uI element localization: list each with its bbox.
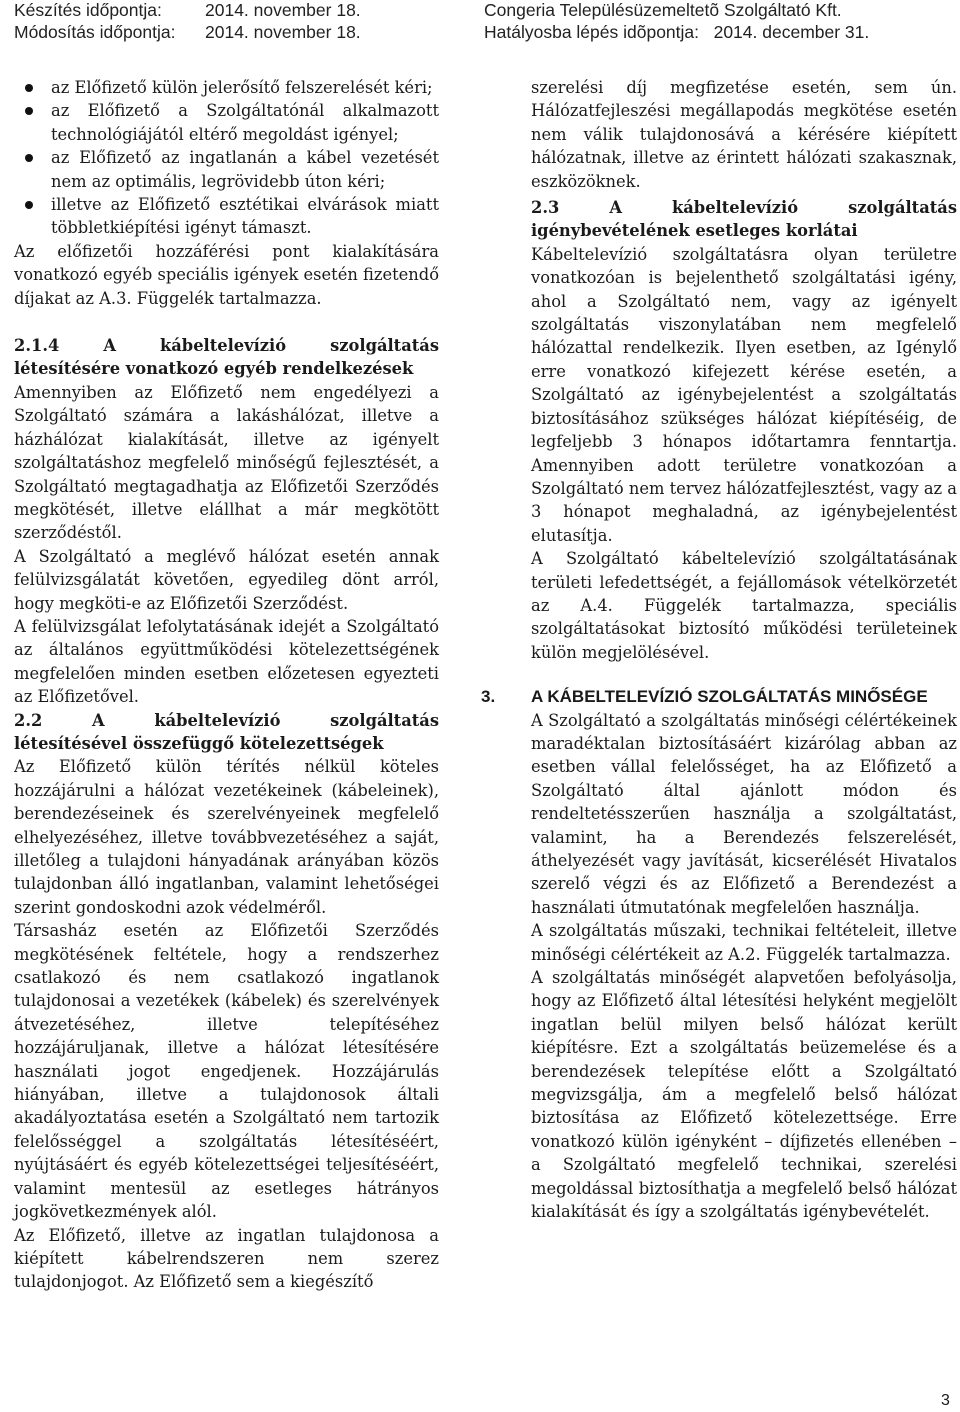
- list-item-text: az Előfizető a Szolgáltatónál alkalmazott technológiájától eltérő megoldást igényel;: [51, 101, 439, 144]
- paragraph-2-2-c: Az Előfizető, illetve az ingatlan tulajdonosa a kiépített kábelrendszeren nem szerez tulajdonjogot. Az Előfizető sem a kiegészítő: [14, 1225, 439, 1292]
- paragraph-3-b: A szolgáltatás műszaki, technikai feltételeit, illetve minőségi célértékeit az A.2. Függelék tartalmazza.: [531, 921, 957, 964]
- paragraph-2-1-4-b: A Szolgáltató a meglévő hálózat esetén annak felülvizsgálatát követően, egyedileg dönt arról, hogy megköti-e az Előfizetői Szerződést.: [14, 546, 439, 613]
- created-label: Készítés időpontja:: [14, 0, 162, 20]
- fee-paragraph: Az előfizetői hozzáférési pont kialakítására vonatkozó egyéb speciális igények esetén fizetendő díjakat az A.3. Függelék tartalmazza.: [14, 241, 439, 308]
- section-3-title: A KÁBELTELEVÍZIÓ SZOLGÁLTATÁS MINŐSÉGE: [531, 687, 928, 707]
- paragraph-2-2-b: Társasház esetén az Előfizetői Szerződés megkötésének feltétele, hogy a rendszerhez csatlakozó és nem csatlakozó ingatlanok tulajdonosai a vezetékek (kábelek) és szerelvények átvezetéséhez, illetve telepítéséhez hozzájáruljanak, illetve a hálózat létesítésére használati jogot engedjenek. Hozzájárulás hiányában, illetve a tulajdonosok általi akadályoztatása esetén a Szolgáltató nem tartozik felelősséggel a szolgáltatás létesítéséért, nyújtásáért és egyéb kötelezettségei teljesítéséért, valamint mentesül az esetleges hátrányos jogkövetkezmények alól.: [14, 921, 439, 1222]
- paragraph-2-1-4-c: A felülvizsgálat lefolytatásának idejét a Szolgáltató az általános együttműködési kötelezettségének megfelelően minden esetben előzetesen egyezteti az Előfizetővel.: [14, 616, 439, 707]
- bullet-icon: [25, 84, 33, 92]
- modified-label: Módosítás időpontja:: [14, 22, 176, 42]
- document-header: [0, 0, 960, 50]
- effective-date: Hatályosba lépés idõpontja: 2014. december 31.: [484, 22, 870, 42]
- bullet-icon: [25, 107, 33, 115]
- list-item-text: illetve az Előfizető esztétikai elvárások miatt többletkiépítési igényt támaszt.: [51, 195, 439, 238]
- section-3-number: 3.: [481, 687, 496, 707]
- section-3-heading: [481, 685, 957, 708]
- heading-2-2-line2: létesítésével összefüggő kötelezettségek: [14, 733, 384, 753]
- list-item: [14, 146, 439, 193]
- paragraph-2-3-b: A Szolgáltató kábeltelevízió szolgáltatásának területi lefedettségét, a fejállomások vételkörzetét az A.4. Függelék tartalmazza, speciális szolgáltatásokat biztosító működési területeinek külön megjelölésével.: [531, 549, 957, 662]
- paragraph-2-1-4-a: Amennyiben az Előfizető nem engedélyezi a Szolgáltató számára a lakáshálózat, illetve a házhálózat kialakítását, illetve az igényelt szolgáltatáshoz megfelelő minőségű fejlesztését, a Szolgáltató megtagadhatja az Előfizetői Szerződés megkötését, illetve elállhat a már megkötött szerződéstől.: [14, 382, 439, 543]
- list-item: [14, 76, 439, 99]
- list-item: [14, 99, 439, 146]
- paragraph-2-2-a: Az Előfizető külön térítés nélkül köteles hozzájárulni a hálózat vezetékeinek (kábeleinek), berendezéseinek és szerelvényeinek megfelelő elhelyezéséhez, illetve továbbvezetéséhez a saját, illetőleg a tulajdoni hányadának arányában közös tulajdonban álló ingatlanban, valamint lehetőségei szerint gondoskodni azok védelméről.: [14, 757, 439, 917]
- modified-date: 2014. november 18.: [205, 22, 361, 42]
- requirements-list: [14, 76, 439, 240]
- page-number: 3: [941, 1392, 950, 1409]
- heading-2-1-4-line1: 2.1.4 A kábeltelevízió szolgáltatás: [14, 336, 439, 356]
- created-date: 2014. november 18.: [205, 0, 361, 20]
- company-name: Congeria Településüzemeltetõ Szolgáltató Kft.: [484, 0, 842, 20]
- heading-2-1-4-line2: létesítésére vonatkozó egyéb rendelkezések: [14, 359, 414, 379]
- continued-paragraph: szerelési díj megfizetése esetén, sem ún. Hálózatfejleszési megállapodás megkötése esetén nem válik tulajdonosává a kérésére kiépített hálózatnak, illetve az érintett hálózati szakasznak, eszközöknek.: [531, 78, 957, 191]
- heading-2-2-line1: 2.2 A kábeltelevízió szolgáltatás: [14, 710, 439, 730]
- paragraph-3-a: A Szolgáltató a szolgáltatás minőségi célértékeinek maradéktalan biztosításáért kizárólag abban az esetben vállal felelősséget, ha az Előfizető a Szolgáltató által ajánlott módon és rendeltetésszerűen használja a szolgáltatást, valamint, ha a Berendezés felszerelését, áthelyezését vagy javítását, kicserélését Hivatalos szerelő végzi és az Előfizető a Berendezést a használati útmutatónak megfelelően használja.: [531, 710, 957, 917]
- left-column: [14, 76, 439, 1294]
- right-column: [481, 76, 957, 1224]
- paragraph-2-3-a: Kábeltelevízió szolgáltatásra olyan területre vonatkozóan is bejelenthető szolgáltatási igény, ahol a Szolgáltató nem, vagy az igényelt szolgáltatás viszonylatában nem megfelelő hálózattal rendelkezik. Ilyen esetben, az Igénylő erre vonatkozó kifejezett kérése esetén, a Szolgáltató az igénybejelentést a szolgáltatás biztosításához szükséges hálózat kiépítéséig, de legfeljebb 3 hónapos időtartamra fenntartja. Amennyiben adott területre vonatkozóan a Szolgáltató nem tervez hálózatfejlesztést, vagy az a 3 hónapot meghaladná, az igénybejelentést elutasítja.: [531, 244, 957, 545]
- bullet-icon: [25, 201, 33, 209]
- list-item-text: az Előfizető külön jelerősítő felszerelését kéri;: [51, 78, 433, 97]
- list-item: [14, 193, 439, 240]
- paragraph-3-c: A szolgáltatás minőségét alapvetően befolyásolja, hogy az Előfizető által létesítési helyként megjelölt ingatlan belül milyen belső hálózat került kiépítésre. Ezt a szolgáltatás beüzemelése és a berendezések telepítése előtt a Szolgáltató megvizsgálja, ám a megfelelő belső hálózat biztosítása az Előfizető kötelezettsége. Erre vonatkozó külön igényként – díjfizetés ellenében – a Szolgáltató megfelelő technikai, szerelési megoldással biztosíthatja a megfelelő belső hálózat kialakítását és így a szolgáltatás igénybevételét.: [531, 968, 957, 1222]
- bullet-icon: [25, 154, 33, 162]
- heading-2-3-line1: 2.3 A kábeltelevízió szolgáltatás: [531, 198, 957, 218]
- heading-2-3-line2: igénybevételének esetleges korlátai: [531, 221, 858, 241]
- list-item-text: az Előfizető az ingatlanán a kábel vezetését nem az optimális, legrövidebb úton kéri;: [51, 148, 439, 191]
